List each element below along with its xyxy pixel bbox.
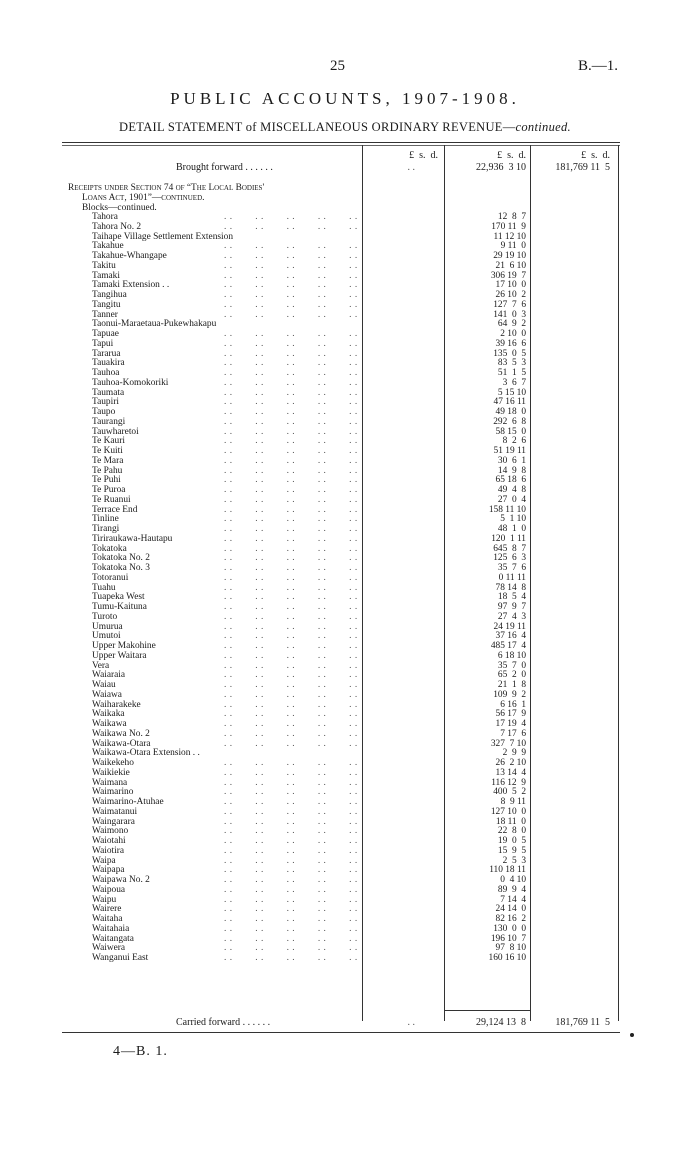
- block-amount: 26 10 2: [495, 290, 526, 300]
- block-amount: 5 1 10: [500, 514, 526, 525]
- block-amount: 27 4 3: [497, 611, 526, 622]
- block-name: Waipapa: [92, 865, 125, 876]
- brought-forward-label: Brought forward . . . . . .: [176, 162, 273, 173]
- block-amount: 39 16 6: [495, 338, 526, 349]
- leader-dots: . . . . . . . . . .: [224, 241, 358, 252]
- table-row: [0, 808, 700, 818]
- leader-dots: . . . . . . . . . .: [224, 543, 358, 554]
- block-amount: 8 2 6: [502, 436, 526, 447]
- block-amount: 125 6 3: [493, 553, 526, 564]
- block-amount: 160 16 10: [488, 953, 526, 963]
- block-name: Tinline: [92, 514, 119, 525]
- leader-dots: . . . . . . . . . .: [224, 407, 358, 417]
- block-amount: 24 14 0: [495, 904, 526, 915]
- block-amount: 11 12 10: [493, 231, 526, 242]
- block-amount: 97 9 7: [497, 602, 526, 612]
- brought-forward-dots: . .: [407, 162, 415, 173]
- block-name: Wanganui East: [92, 953, 149, 963]
- block-amount: 78 14 8: [495, 582, 526, 593]
- leader-dots: . . . . . . . . . .: [224, 943, 358, 954]
- leader-dots: . . . . . . . . . .: [224, 611, 358, 622]
- table-top-rule: [62, 142, 620, 143]
- block-name: Waipa: [92, 855, 116, 866]
- block-amount: 400 5 2: [493, 787, 526, 798]
- block-name: Tapuae: [92, 329, 119, 339]
- table-row: [0, 925, 700, 935]
- block-name: Taumata: [92, 387, 125, 398]
- table-row: [0, 691, 700, 701]
- block-name: Taihape Village Settlement Extension: [92, 231, 234, 242]
- leader-dots: . . . . . . . . . .: [224, 806, 358, 817]
- leader-dots: . . . . . . . . . .: [224, 416, 358, 427]
- carried-forward-rule: [444, 1010, 530, 1011]
- block-amount: 35 7 6: [497, 563, 526, 573]
- block-name: Waipu: [92, 894, 117, 905]
- block-amount: 97 8 10: [495, 943, 526, 954]
- leader-dots: . . . . . . . . . .: [224, 475, 358, 486]
- block-name: Waimarino: [92, 787, 134, 798]
- leader-dots: . . . . . . . . . .: [224, 631, 358, 642]
- block-amount: 49 18 0: [495, 407, 526, 417]
- leader-dots: . . . . . . . . . .: [224, 329, 358, 339]
- block-name: Taonui-Maraetaua-Pukewhakapu: [92, 319, 217, 330]
- block-amount: 21 6 10: [495, 260, 526, 271]
- block-name: Waiau: [92, 680, 116, 690]
- block-name: Tauwharetoi: [92, 426, 139, 437]
- block-amount: 141 0 3: [493, 309, 526, 320]
- block-name: Waimono: [92, 826, 129, 837]
- leader-dots: . . . . . . . . . .: [224, 436, 358, 447]
- leader-dots: . . . . . . . . . .: [224, 660, 358, 671]
- block-name: Tokatoka No. 2: [92, 553, 150, 564]
- block-name: Tauhoa-Komokoriki: [92, 377, 169, 388]
- block-amount: 83 5 3: [497, 358, 526, 369]
- block-amount: 56 17 9: [495, 709, 526, 720]
- leader-dots: . . . . . . . . . .: [224, 699, 358, 710]
- block-amount: 64 9 2: [497, 319, 526, 330]
- leader-dots: . . . . . . . . . .: [224, 397, 358, 408]
- block-name: Waiawa: [92, 689, 122, 700]
- block-amount: 65 18 6: [495, 475, 526, 486]
- table-row: [0, 223, 700, 233]
- table-row: [0, 535, 700, 545]
- table-row: [0, 613, 700, 623]
- block-name: Waikaka: [92, 709, 125, 720]
- leader-dots: . . . . . . . . . .: [224, 953, 358, 963]
- block-name: Tahora No. 2: [92, 221, 142, 232]
- leader-dots: . . . . . . . . . .: [224, 787, 358, 798]
- block-amount: 65 2 0: [497, 670, 526, 681]
- block-name: Tamaki: [92, 270, 120, 281]
- leader-dots: . . . . . . . . . .: [224, 689, 358, 700]
- block-amount: 21 1 8: [497, 680, 526, 690]
- block-name: Te Kuiti: [92, 446, 123, 456]
- block-name: Tanner: [92, 309, 118, 320]
- block-name: Totoranui: [92, 572, 129, 583]
- leader-dots: . . . . . . . . . .: [224, 377, 358, 388]
- block-name: Taupo: [92, 407, 116, 417]
- block-name: Te Ruanui: [92, 494, 131, 505]
- block-name: Tamaki Extension . .: [92, 280, 170, 291]
- table-row: [0, 379, 700, 389]
- table-row: [0, 847, 700, 857]
- table-row: [0, 652, 700, 662]
- block-amount: 48 1 0: [497, 524, 526, 534]
- block-name: Tangihua: [92, 290, 127, 300]
- block-amount: 37 16 4: [495, 631, 526, 642]
- block-name: Te Puroa: [92, 485, 126, 495]
- block-name: Tumu-Kaituna: [92, 602, 147, 612]
- block-amount: 26 2 10: [495, 758, 526, 768]
- table-row: [0, 496, 700, 506]
- block-amount: 0 4 10: [500, 875, 526, 885]
- table-row: [0, 418, 700, 428]
- leader-dots: . . . . . . . . . .: [224, 358, 358, 369]
- block-name: Tahora: [92, 212, 118, 222]
- block-name: Tuahu: [92, 582, 116, 593]
- block-name: Waikawa-Otara Extension . .: [92, 748, 200, 759]
- block-amount: 196 10 7: [490, 933, 526, 944]
- block-amount: 7 17 6: [500, 728, 526, 739]
- block-name: Waingarara: [92, 816, 135, 827]
- block-name: Tauakira: [92, 358, 125, 369]
- block-name: Tararua: [92, 348, 121, 359]
- block-amount: 13 14 4: [495, 767, 526, 778]
- leader-dots: . . . . . . . . . .: [224, 680, 358, 690]
- block-amount: 0 11 11: [498, 572, 526, 583]
- block-amount: 51 19 11: [493, 446, 526, 456]
- section-heading: Receipts under Section 74 of “The Local Bodies': [68, 183, 265, 193]
- block-name: Waiotahi: [92, 836, 126, 846]
- table-row: [0, 886, 700, 896]
- leader-dots: . . . . . . . . . .: [224, 504, 358, 515]
- table-row: [0, 301, 700, 311]
- block-amount: 18 5 4: [497, 592, 526, 603]
- block-amount: 109 9 2: [493, 689, 526, 700]
- leader-dots: . . . . . . . . . .: [224, 777, 358, 788]
- block-amount: 19 0 5: [497, 836, 526, 846]
- table-row: [0, 574, 700, 584]
- table-row: [0, 769, 700, 779]
- block-amount: 2 9 9: [502, 748, 526, 759]
- leader-dots: . . . . . . . . . .: [224, 299, 358, 310]
- leader-dots: . . . . . . . . . .: [224, 738, 358, 749]
- leader-dots: . . . . . . . . . .: [224, 641, 358, 651]
- block-amount: 12 8 7: [497, 212, 526, 222]
- block-name: Waikiekie: [92, 767, 130, 778]
- block-amount: 6 16 1: [500, 699, 526, 710]
- block-amount: 18 11 0: [495, 816, 526, 827]
- leader-dots: . . . . . . . . . .: [224, 455, 358, 466]
- leader-dots: . . . . . . . . . .: [224, 767, 358, 778]
- block-amount: 485 17 4: [490, 641, 526, 651]
- footer-signature: 4—B. 1.: [113, 1044, 168, 1059]
- leader-dots: . . . . . . . . . .: [224, 816, 358, 827]
- table-row: [0, 954, 700, 964]
- block-amount: 2 10 0: [500, 329, 526, 339]
- block-name: Tiriraukawa-Hautapu: [92, 533, 173, 544]
- leader-dots: . . . . . . . . . .: [224, 709, 358, 720]
- block-amount: 135 0 5: [493, 348, 526, 359]
- block-amount: 9 11 0: [500, 241, 526, 252]
- block-name: Takahue: [92, 241, 124, 252]
- block-amount: 47 16 11: [493, 397, 526, 408]
- table-row: [0, 730, 700, 740]
- block-amount: 306 19 7: [490, 270, 526, 281]
- block-amount: 14 9 8: [497, 465, 526, 476]
- block-name: Upper Waitara: [92, 650, 147, 661]
- leader-dots: . . . . . . . . . .: [224, 728, 358, 739]
- block-name: Waikawa No. 2: [92, 728, 150, 739]
- block-amount: 17 10 0: [495, 280, 526, 291]
- block-amount: 120 1 11: [491, 533, 526, 544]
- block-amount: 110 18 11: [489, 865, 526, 876]
- block-name: Wairere: [92, 904, 122, 915]
- block-name: Taupiri: [92, 397, 119, 408]
- leader-dots: . . . . . . . . . .: [224, 280, 358, 291]
- block-amount: 158 11 10: [488, 504, 526, 515]
- block-name: Umurua: [92, 621, 123, 632]
- block-name: Waimarino-Atuhae: [92, 797, 164, 807]
- block-name: Tapui: [92, 338, 114, 349]
- block-name: Taurangi: [92, 416, 126, 427]
- leader-dots: . . . . . . . . . .: [224, 212, 358, 222]
- table-bottom-rule: [62, 1032, 620, 1033]
- leader-dots: . . . . . . . . . .: [224, 758, 358, 768]
- block-name: Waiharakeke: [92, 699, 141, 710]
- block-name: Tirangi: [92, 524, 120, 534]
- leader-dots: . . . . . . . . . .: [224, 894, 358, 905]
- column-header-3: £ s. d.: [581, 150, 610, 161]
- block-name: Waitangata: [92, 933, 134, 944]
- subtitle-continued: continued.: [515, 120, 571, 134]
- ink-dot: [630, 1033, 634, 1037]
- block-name: Waikawa: [92, 719, 127, 729]
- block-name: Waimana: [92, 777, 128, 788]
- block-amount: 35 7 0: [497, 660, 526, 671]
- block-name: Waimatanui: [92, 806, 138, 817]
- leader-dots: . . . . . . . . . .: [224, 602, 358, 612]
- block-name: Te Puhi: [92, 475, 121, 486]
- leader-dots: . . . . . . . . . .: [224, 572, 358, 583]
- leader-dots: . . . . . . . . . .: [224, 270, 358, 281]
- leader-dots: . . . . . . . . . .: [224, 826, 358, 837]
- block-name: Te Pahu: [92, 465, 123, 476]
- leader-dots: . . . . . . . . . .: [224, 855, 358, 866]
- block-name: Waipawa No. 2: [92, 875, 150, 885]
- leader-dots: . . . . . . . . . .: [224, 582, 358, 593]
- leader-dots: . . . . . . . . . .: [224, 621, 358, 632]
- leader-dots: . . . . . . . . . .: [224, 387, 358, 398]
- block-amount: 22 8 0: [497, 826, 526, 837]
- block-name: Waiaraia: [92, 670, 126, 681]
- leader-dots: . . . . . . . . . .: [224, 845, 358, 856]
- block-amount: 6 18 10: [497, 650, 526, 661]
- leader-dots: . . . . . . . . . .: [224, 904, 358, 915]
- leader-dots: . . . . . . . . . .: [224, 514, 358, 525]
- block-name: Tauhoa: [92, 368, 120, 378]
- column-header-2: £ s. d.: [497, 150, 526, 161]
- section-heading-cont: Loans Act, 1901”—continued.: [82, 193, 205, 203]
- block-amount: 30 6 1: [497, 455, 526, 466]
- block-amount: 327 7 10: [490, 738, 526, 749]
- block-name: Turoto: [92, 611, 118, 622]
- table-row: [0, 457, 700, 467]
- leader-dots: . . . . . . . . . .: [224, 338, 358, 349]
- leader-dots: . . . . . . . . . .: [224, 797, 358, 807]
- block-amount: 82 16 2: [495, 914, 526, 924]
- block-name: Waikawa-Otara: [92, 738, 151, 749]
- leader-dots: . . . . . . . . . .: [224, 563, 358, 573]
- block-amount: 127 10 0: [490, 806, 526, 817]
- page-subtitle: [0, 120, 690, 135]
- block-amount: 49 4 8: [497, 485, 526, 495]
- leader-dots: . . . . . . . . . .: [224, 368, 358, 378]
- block-name: Waikekeho: [92, 758, 134, 768]
- block-amount: 116 12 9: [491, 777, 526, 788]
- leader-dots: . . . . . . . . . .: [224, 914, 358, 924]
- block-amount: 27 0 4: [497, 494, 526, 505]
- carried-forward-amount: 29,124 13 8: [476, 1017, 526, 1028]
- block-amount: 130 0 0: [493, 923, 526, 934]
- table-row: [0, 340, 700, 350]
- block-amount: 89 9 4: [497, 884, 526, 895]
- block-amount: 5 15 10: [497, 387, 526, 398]
- block-amount: 292 6 8: [493, 416, 526, 427]
- block-name: Upper Makohine: [92, 641, 156, 651]
- block-name: Umutoi: [92, 631, 121, 642]
- block-amount: 51 1 5: [497, 368, 526, 378]
- leader-dots: . . . . . . . . . .: [224, 884, 358, 895]
- leader-dots: . . . . . . . . . .: [224, 309, 358, 320]
- block-name: Tokatoka: [92, 543, 127, 554]
- block-name: Te Kauri: [92, 436, 125, 447]
- leader-dots: . . . . . . . . . .: [224, 875, 358, 885]
- leader-dots: . . . . . . . . . .: [224, 524, 358, 534]
- block-amount: 17 19 4: [495, 719, 526, 729]
- block-name: Terrace End: [92, 504, 138, 515]
- subtitle-main: DETAIL STATEMENT of MISCELLANEOUS ORDINARY REVENUE—: [119, 120, 516, 134]
- leader-dots: . . . . . . . . . .: [224, 553, 358, 564]
- page-number: 25: [330, 58, 345, 74]
- carried-forward-label: Carried forward . . . . . .: [176, 1017, 271, 1028]
- carried-forward-total: 181,769 11 5: [555, 1017, 610, 1028]
- leader-dots: . . . . . . . . . .: [224, 446, 358, 456]
- block-amount: 127 7 6: [493, 299, 526, 310]
- block-name: Waiotira: [92, 845, 125, 856]
- block-name: Waitaha: [92, 914, 123, 924]
- leader-dots: . . . . . . . . . .: [224, 719, 358, 729]
- leader-dots: . . . . . . . . . .: [224, 670, 358, 681]
- brought-forward-total: 181,769 11 5: [555, 162, 610, 173]
- block-amount: 3 6 7: [502, 377, 526, 388]
- block-name: Waipoua: [92, 884, 126, 895]
- page-title: PUBLIC ACCOUNTS, 1907-1908.: [170, 89, 520, 108]
- leader-dots: . . . . . . . . . .: [224, 933, 358, 944]
- leader-dots: . . . . . . . . . .: [224, 494, 358, 505]
- block-amount: 645 8 7: [493, 543, 526, 554]
- block-amount: 8 9 11: [500, 797, 526, 807]
- block-name: Tangitu: [92, 299, 121, 310]
- block-name: Te Mara: [92, 455, 124, 466]
- block-amount: 7 14 4: [500, 894, 526, 905]
- block-amount: 2 5 3: [502, 855, 526, 866]
- block-amount: 15 9 5: [497, 845, 526, 856]
- blocks-heading: Blocks—continued.: [82, 203, 157, 213]
- block-amount: 24 19 11: [493, 621, 526, 632]
- block-name: Takitu: [92, 260, 116, 271]
- leader-dots: . . . . . . . . . .: [224, 251, 358, 261]
- table-top-rule-inner: [62, 145, 620, 146]
- leader-dots: . . . . . . . . . .: [224, 221, 358, 232]
- leader-dots: . . . . . . . . . .: [224, 592, 358, 603]
- column-header-1: £ s. d.: [409, 150, 438, 161]
- block-name: Waiwera: [92, 943, 126, 954]
- leader-dots: . . . . . . . . . .: [224, 533, 358, 544]
- leader-dots: . . . . . . . . . .: [224, 923, 358, 934]
- leader-dots: . . . . . . . . . .: [224, 865, 358, 876]
- leader-dots: . . . . . . . . . .: [224, 260, 358, 271]
- leader-dots: . . . . . . . . . .: [224, 485, 358, 495]
- block-amount: 58 15 0: [495, 426, 526, 437]
- table-row: [0, 262, 700, 272]
- leader-dots: . . . . . . . . . .: [224, 290, 358, 300]
- block-name: Waitahaia: [92, 923, 130, 934]
- block-amount: 170 11 9: [491, 221, 526, 232]
- brought-forward-amount: 22,936 3 10: [476, 162, 526, 173]
- leader-dots: . . . . . . . . . .: [224, 465, 358, 476]
- leader-dots: . . . . . . . . . .: [224, 650, 358, 661]
- block-amount: 29 19 10: [493, 251, 526, 261]
- document-reference: B.—1.: [578, 58, 619, 74]
- block-name: Tuapeka West: [92, 592, 145, 603]
- leader-dots: . . . . . . . . . .: [224, 426, 358, 437]
- block-name: Tokatoka No. 3: [92, 563, 150, 573]
- carried-forward-dots: . .: [407, 1017, 415, 1028]
- leader-dots: . . . . . . . . . .: [224, 836, 358, 846]
- block-name: Takahue-Whangape: [92, 251, 167, 261]
- block-name: Vera: [92, 660, 110, 671]
- leader-dots: . . . . . . . . . .: [224, 348, 358, 359]
